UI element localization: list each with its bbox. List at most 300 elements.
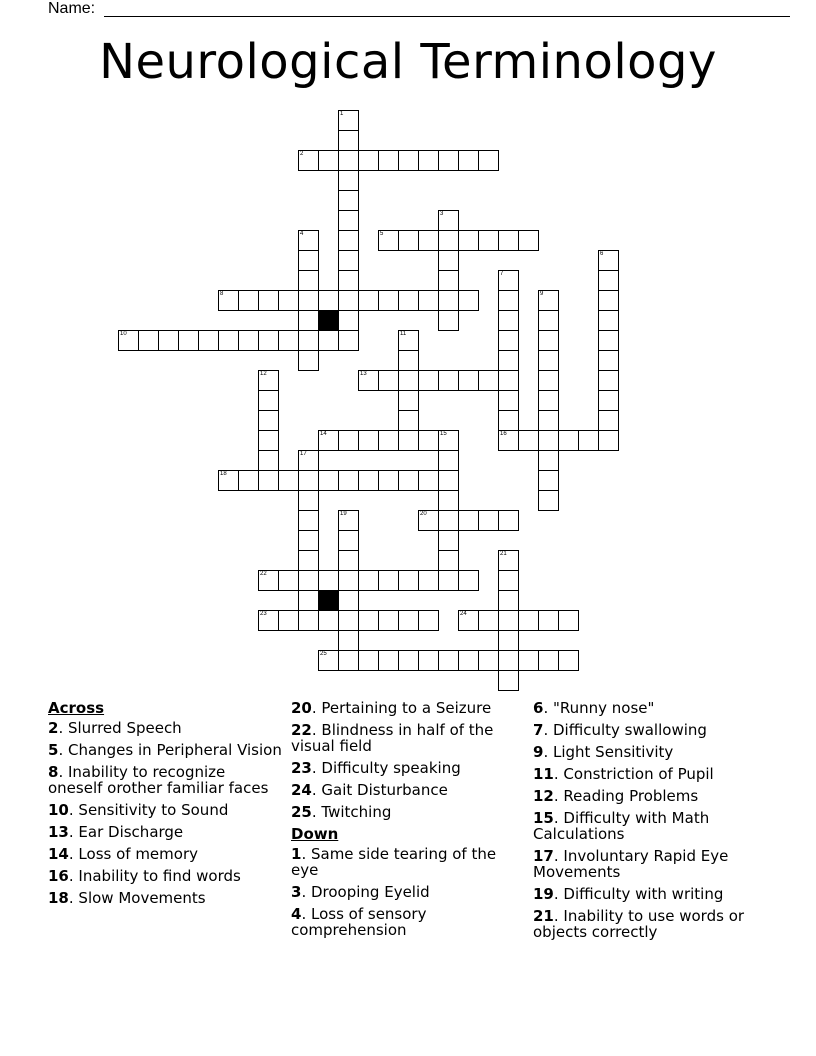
- grid-cell[interactable]: [438, 550, 459, 571]
- grid-cell[interactable]: [398, 350, 419, 371]
- cell-number: 6: [600, 251, 604, 257]
- clue-text: Twitching: [321, 803, 392, 821]
- down-clue: 12. Reading Problems: [533, 787, 699, 805]
- grid-cell[interactable]: [418, 430, 439, 451]
- clue-text: Pertaining to a Seizure: [321, 699, 492, 717]
- grid-cell[interactable]: [498, 350, 519, 371]
- across-clue: 24. Gait Disturbance: [291, 781, 448, 799]
- clue-text: Difficulty with Math Calculations: [533, 809, 710, 843]
- grid-cell[interactable]: [198, 330, 219, 351]
- grid-cell[interactable]: [418, 610, 439, 631]
- grid-cell[interactable]: [298, 490, 319, 511]
- name-label: Name:: [48, 0, 96, 17]
- clue-number: 8: [48, 763, 59, 781]
- grid-cell[interactable]: [298, 470, 319, 491]
- grid-cell[interactable]: [458, 610, 479, 631]
- grid-cell[interactable]: [338, 310, 359, 331]
- grid-cell[interactable]: [338, 150, 359, 171]
- grid-cell[interactable]: [358, 570, 379, 591]
- grid-cell[interactable]: [398, 290, 419, 311]
- grid-cell[interactable]: [538, 370, 559, 391]
- grid-cell[interactable]: [518, 230, 539, 251]
- clue-number: 13: [48, 823, 69, 841]
- across-clue: 23. Difficulty speaking: [291, 759, 461, 777]
- down-clue: 1. Same side tearing of the eye: [291, 845, 497, 879]
- grid-cell[interactable]: [258, 290, 279, 311]
- cell-number: 8: [220, 291, 224, 297]
- across-clue: 25. Twitching: [291, 803, 392, 821]
- cell-number: 5: [380, 231, 384, 237]
- cell-number: 4: [300, 231, 304, 237]
- grid-cell[interactable]: [318, 570, 339, 591]
- grid-cell[interactable]: [418, 150, 439, 171]
- grid-cell[interactable]: [558, 650, 579, 671]
- across-clue: 10. Sensitivity to Sound: [48, 801, 229, 819]
- clue-text: Light Sensitivity: [552, 743, 674, 761]
- grid-cell[interactable]: [478, 510, 499, 531]
- grid-cell[interactable]: [298, 330, 319, 351]
- grid-cell[interactable]: [438, 290, 459, 311]
- clue-number: 21: [533, 907, 554, 925]
- down-clue: 21. Inability to use words or objects correctly: [533, 907, 745, 941]
- grid-cell[interactable]: [118, 330, 139, 351]
- grid-cell[interactable]: [538, 490, 559, 511]
- grid-cell[interactable]: [298, 350, 319, 371]
- grid-cell[interactable]: [458, 370, 479, 391]
- grid-cell[interactable]: [218, 290, 239, 311]
- clue-text: Same side tearing of the eye: [291, 845, 497, 879]
- grid-cell[interactable]: [338, 290, 359, 311]
- cell-number: 1: [340, 111, 344, 117]
- grid-cell[interactable]: [598, 310, 619, 331]
- grid-cell[interactable]: [498, 390, 519, 411]
- clue-number: 18: [48, 889, 69, 907]
- grid-cell[interactable]: [598, 250, 619, 271]
- cell-number: 17: [300, 451, 307, 457]
- grid-cell[interactable]: [298, 610, 319, 631]
- grid-cell[interactable]: [358, 430, 379, 451]
- clue-text: Reading Problems: [563, 787, 699, 805]
- grid-cell[interactable]: [458, 150, 479, 171]
- grid-cell[interactable]: [158, 330, 179, 351]
- grid-cell[interactable]: [598, 390, 619, 411]
- down-clue: 15. Difficulty with Math Calculations: [533, 809, 710, 843]
- cell-number: 9: [540, 291, 544, 297]
- grid-cell[interactable]: [258, 390, 279, 411]
- grid-cell[interactable]: [338, 330, 359, 351]
- grid-cell[interactable]: [378, 150, 399, 171]
- grid-cell[interactable]: [598, 330, 619, 351]
- grid-cell[interactable]: [378, 290, 399, 311]
- grid-cell[interactable]: [318, 610, 339, 631]
- down-clue: 7. Difficulty swallowing: [533, 721, 707, 739]
- grid-cell[interactable]: [458, 290, 479, 311]
- cell-number: 16: [500, 431, 507, 437]
- grid-cell[interactable]: [498, 510, 519, 531]
- clue-text: Inability to recognize oneself orother familiar faces: [48, 763, 269, 797]
- grid-cell[interactable]: [478, 230, 499, 251]
- clue-number: 17: [533, 847, 554, 865]
- grid-cell[interactable]: [318, 150, 339, 171]
- clue-number: 22: [291, 721, 312, 739]
- grid-cell[interactable]: [438, 650, 459, 671]
- across-clue: 14. Loss of memory: [48, 845, 198, 863]
- grid-cell[interactable]: [518, 430, 539, 451]
- grid-cell[interactable]: [518, 610, 539, 631]
- grid-cell[interactable]: [358, 650, 379, 671]
- grid-cell[interactable]: [558, 610, 579, 631]
- cell-number: 22: [260, 571, 267, 577]
- grid-cell[interactable]: [498, 590, 519, 611]
- grid-cell[interactable]: [398, 430, 419, 451]
- grid-cell[interactable]: [598, 430, 619, 451]
- cell-number: 14: [320, 431, 327, 437]
- grid-cell[interactable]: [338, 210, 359, 231]
- clue-number: 1: [291, 845, 302, 863]
- grid-cell[interactable]: [398, 330, 419, 351]
- grid-cell[interactable]: [278, 290, 299, 311]
- grid-cell[interactable]: [458, 510, 479, 531]
- grid-cell[interactable]: [218, 330, 239, 351]
- grid-cell[interactable]: [378, 610, 399, 631]
- grid-cell[interactable]: [438, 510, 459, 531]
- across-clue: 5. Changes in Peripheral Vision: [48, 741, 282, 759]
- grid-cell[interactable]: [538, 330, 559, 351]
- grid-cell[interactable]: [398, 650, 419, 671]
- grid-cell[interactable]: [398, 150, 419, 171]
- grid-cell[interactable]: [378, 570, 399, 591]
- clue-text: Difficulty swallowing: [552, 721, 707, 739]
- grid-cell[interactable]: [298, 310, 319, 331]
- grid-cell[interactable]: [298, 450, 319, 471]
- across-heading: Across: [48, 699, 105, 717]
- cell-number: 23: [260, 611, 267, 617]
- grid-cell[interactable]: [338, 590, 359, 611]
- grid-cell[interactable]: [238, 290, 259, 311]
- grid-cell[interactable]: [378, 650, 399, 671]
- down-clue: 9. Light Sensitivity: [533, 743, 674, 761]
- clue-number: 10: [48, 801, 69, 819]
- grid-cell[interactable]: [578, 430, 599, 451]
- cell-number: 12: [260, 371, 267, 377]
- grid-cell[interactable]: [438, 370, 459, 391]
- grid-cell[interactable]: [338, 610, 359, 631]
- grid-cell[interactable]: [598, 290, 619, 311]
- grid-cell[interactable]: [538, 430, 559, 451]
- grid-cell[interactable]: [398, 570, 419, 591]
- grid-cell[interactable]: [538, 390, 559, 411]
- grid-cell[interactable]: [398, 410, 419, 431]
- down-clue: 19. Difficulty with writing: [533, 885, 724, 903]
- grid-cell[interactable]: [378, 430, 399, 451]
- grid-cell[interactable]: [478, 610, 499, 631]
- grid-cell[interactable]: [278, 330, 299, 351]
- clue-number: 19: [533, 885, 554, 903]
- grid-cell[interactable]: [598, 410, 619, 431]
- grid-cell[interactable]: [398, 370, 419, 391]
- grid-cell[interactable]: [298, 270, 319, 291]
- grid-cell[interactable]: [238, 330, 259, 351]
- down-heading: Down: [291, 825, 339, 843]
- clue-text: Gait Disturbance: [321, 781, 448, 799]
- grid-cell[interactable]: [338, 110, 359, 131]
- grid-cell[interactable]: [378, 230, 399, 251]
- clue-text: Loss of memory: [78, 845, 198, 863]
- grid-cell[interactable]: [418, 650, 439, 671]
- grid-cell[interactable]: [438, 230, 459, 251]
- grid-cell[interactable]: [338, 130, 359, 151]
- cell-number: 15: [440, 431, 447, 437]
- grid-cell[interactable]: [298, 250, 319, 271]
- across-clue: 20. Pertaining to a Seizure: [291, 699, 492, 717]
- grid-cell[interactable]: [338, 570, 359, 591]
- grid-cell[interactable]: [338, 270, 359, 291]
- clue-number: 11: [533, 765, 554, 783]
- clue-text: Drooping Eyelid: [310, 883, 430, 901]
- across-clue: 2. Slurred Speech: [48, 719, 182, 737]
- cell-number: 10: [120, 331, 127, 337]
- grid-cell[interactable]: [418, 470, 439, 491]
- cell-number: 21: [500, 551, 507, 557]
- clue-number: 23: [291, 759, 312, 777]
- grid-cell[interactable]: [358, 290, 379, 311]
- clue-number: 3: [291, 883, 302, 901]
- grid-cell[interactable]: [438, 470, 459, 491]
- down-clue: 17. Involuntary Rapid Eye Movements: [533, 847, 729, 881]
- clue-text: Inability to use words or objects correctly: [533, 907, 745, 941]
- grid-cell[interactable]: [498, 330, 519, 351]
- grid-cell[interactable]: [338, 630, 359, 651]
- grid-cell[interactable]: [258, 610, 279, 631]
- clue-number: 24: [291, 781, 312, 799]
- grid-cell[interactable]: [418, 370, 439, 391]
- grid-cell[interactable]: [338, 530, 359, 551]
- across-clue: 16. Inability to find words: [48, 867, 241, 885]
- grid-cell[interactable]: [478, 650, 499, 671]
- grid-cell[interactable]: [298, 590, 319, 611]
- grid-cell[interactable]: [258, 370, 279, 391]
- grid-cell[interactable]: [518, 650, 539, 671]
- down-clue: 6. "Runny nose": [533, 699, 655, 717]
- grid-cell[interactable]: [498, 650, 519, 671]
- grid-cell[interactable]: [338, 510, 359, 531]
- cell-number: 20: [420, 511, 427, 517]
- grid-cell[interactable]: [258, 430, 279, 451]
- clue-text: Ear Discharge: [78, 823, 184, 841]
- grid-cell[interactable]: [538, 450, 559, 471]
- grid-cell[interactable]: [298, 230, 319, 251]
- grid-cell[interactable]: [298, 150, 319, 171]
- grid-cell[interactable]: [418, 290, 439, 311]
- grid-cell[interactable]: [498, 550, 519, 571]
- grid-cell[interactable]: [438, 150, 459, 171]
- clue-number: 7: [533, 721, 544, 739]
- grid-cell[interactable]: [298, 530, 319, 551]
- grid-cell[interactable]: [258, 410, 279, 431]
- grid-cell[interactable]: [498, 570, 519, 591]
- cell-number: 3: [440, 211, 444, 217]
- cell-number: 2: [300, 151, 304, 157]
- grid-cell[interactable]: [278, 610, 299, 631]
- grid-cell[interactable]: [498, 310, 519, 331]
- across-clue: 8. Inability to recognize oneself orother familiar faces: [48, 763, 269, 797]
- clue-number: 20: [291, 699, 312, 717]
- grid-cell[interactable]: [358, 470, 379, 491]
- grid-cell[interactable]: [138, 330, 159, 351]
- grid-cell[interactable]: [358, 150, 379, 171]
- grid-cell[interactable]: [538, 470, 559, 491]
- grid-cell[interactable]: [598, 270, 619, 291]
- grid-cell[interactable]: [398, 230, 419, 251]
- grid-cell[interactable]: [338, 650, 359, 671]
- grid-cell[interactable]: [338, 190, 359, 211]
- grid-cell[interactable]: [238, 470, 259, 491]
- cell-number: 18: [220, 471, 227, 477]
- grid-cell[interactable]: [338, 230, 359, 251]
- grid-cell[interactable]: [538, 650, 559, 671]
- clues-column-2: [291, 700, 527, 944]
- grid-cell[interactable]: [538, 290, 559, 311]
- grid-cell[interactable]: [298, 290, 319, 311]
- clue-number: 15: [533, 809, 554, 827]
- grid-cell[interactable]: [218, 470, 239, 491]
- grid-cell[interactable]: [438, 270, 459, 291]
- grid-cell[interactable]: [298, 570, 319, 591]
- across-clue: 18. Slow Movements: [48, 889, 206, 907]
- cell-number: 24: [460, 611, 467, 617]
- grid-cell[interactable]: [338, 430, 359, 451]
- grid-cell[interactable]: [498, 290, 519, 311]
- grid-cell[interactable]: [478, 150, 499, 171]
- grid-cell[interactable]: [498, 670, 519, 691]
- grid-cell[interactable]: [298, 510, 319, 531]
- clue-number: 14: [48, 845, 69, 863]
- grid-cell[interactable]: [318, 650, 339, 671]
- grid-cell[interactable]: [338, 170, 359, 191]
- grid-cell[interactable]: [438, 250, 459, 271]
- grid-cell[interactable]: [458, 230, 479, 251]
- grid-cell[interactable]: [258, 330, 279, 351]
- grid-cell[interactable]: [458, 650, 479, 671]
- clue-text: Involuntary Rapid Eye Movements: [533, 847, 729, 881]
- grid-cell[interactable]: [398, 610, 419, 631]
- clue-text: Loss of sensory comprehension: [291, 905, 427, 939]
- grid-cell[interactable]: [378, 370, 399, 391]
- clue-text: Sensitivity to Sound: [78, 801, 229, 819]
- clue-text: Constriction of Pupil: [563, 765, 714, 783]
- grid-cell[interactable]: [498, 230, 519, 251]
- grid-block-cell: [318, 310, 339, 331]
- grid-block-cell: [318, 590, 339, 611]
- clue-text: Inability to find words: [78, 867, 241, 885]
- grid-cell[interactable]: [558, 430, 579, 451]
- clue-text: Difficulty with writing: [563, 885, 724, 903]
- grid-cell[interactable]: [458, 570, 479, 591]
- grid-cell[interactable]: [258, 470, 279, 491]
- grid-cell[interactable]: [338, 250, 359, 271]
- grid-cell[interactable]: [498, 430, 519, 451]
- clue-text: Slow Movements: [78, 889, 206, 907]
- page-title: Neurological Terminology: [99, 34, 717, 90]
- clue-text: Blindness in half of the visual field: [291, 721, 494, 755]
- grid-cell[interactable]: [598, 370, 619, 391]
- grid-cell[interactable]: [498, 630, 519, 651]
- grid-cell[interactable]: [318, 470, 339, 491]
- clue-number: 16: [48, 867, 69, 885]
- grid-cell[interactable]: [298, 550, 319, 571]
- grid-cell[interactable]: [278, 470, 299, 491]
- grid-cell[interactable]: [598, 350, 619, 371]
- clue-number: 9: [533, 743, 544, 761]
- grid-cell[interactable]: [498, 410, 519, 431]
- clues-column-3: [533, 700, 765, 946]
- grid-cell[interactable]: [538, 610, 559, 631]
- grid-cell[interactable]: [538, 410, 559, 431]
- grid-cell[interactable]: [438, 450, 459, 471]
- grid-cell[interactable]: [438, 490, 459, 511]
- grid-cell[interactable]: [538, 310, 559, 331]
- clue-number: 6: [533, 699, 544, 717]
- clue-number: 2: [48, 719, 59, 737]
- grid-cell[interactable]: [438, 210, 459, 231]
- grid-cell[interactable]: [398, 470, 419, 491]
- clue-number: 12: [533, 787, 554, 805]
- clue-number: 5: [48, 741, 59, 759]
- grid-cell[interactable]: [338, 550, 359, 571]
- grid-cell[interactable]: [438, 570, 459, 591]
- grid-cell[interactable]: [498, 610, 519, 631]
- clue-text: "Runny nose": [552, 699, 655, 717]
- grid-cell[interactable]: [438, 430, 459, 451]
- down-clue: 11. Constriction of Pupil: [533, 765, 714, 783]
- clue-text: Changes in Peripheral Vision: [67, 741, 282, 759]
- clue-text: Difficulty speaking: [321, 759, 461, 777]
- grid-cell[interactable]: [358, 610, 379, 631]
- grid-cell[interactable]: [498, 370, 519, 391]
- grid-cell[interactable]: [258, 570, 279, 591]
- grid-cell[interactable]: [418, 230, 439, 251]
- grid-cell[interactable]: [378, 470, 399, 491]
- grid-cell[interactable]: [318, 430, 339, 451]
- grid-cell[interactable]: [478, 370, 499, 391]
- cell-number: 13: [360, 371, 367, 377]
- cell-number: 7: [500, 271, 504, 277]
- cell-number: 19: [340, 511, 347, 517]
- grid-cell[interactable]: [438, 310, 459, 331]
- grid-cell[interactable]: [318, 330, 339, 351]
- across-clue: 22. Blindness in half of the visual field: [291, 721, 494, 755]
- grid-cell[interactable]: [178, 330, 199, 351]
- down-clue: 3. Drooping Eyelid: [291, 883, 430, 901]
- clues-column-1: [48, 700, 284, 912]
- grid-cell[interactable]: [438, 530, 459, 551]
- grid-cell[interactable]: [318, 290, 339, 311]
- grid-cell[interactable]: [538, 350, 559, 371]
- across-clue: 13. Ear Discharge: [48, 823, 184, 841]
- grid-cell[interactable]: [338, 470, 359, 491]
- cell-number: 25: [320, 651, 327, 657]
- down-clue: 4. Loss of sensory comprehension: [291, 905, 427, 939]
- grid-cell[interactable]: [418, 510, 439, 531]
- grid-cell[interactable]: [258, 450, 279, 471]
- grid-cell[interactable]: [358, 370, 379, 391]
- grid-cell[interactable]: [278, 570, 299, 591]
- clue-number: 25: [291, 803, 312, 821]
- grid-cell[interactable]: [498, 270, 519, 291]
- grid-cell[interactable]: [398, 390, 419, 411]
- clue-number: 4: [291, 905, 302, 923]
- grid-cell[interactable]: [418, 570, 439, 591]
